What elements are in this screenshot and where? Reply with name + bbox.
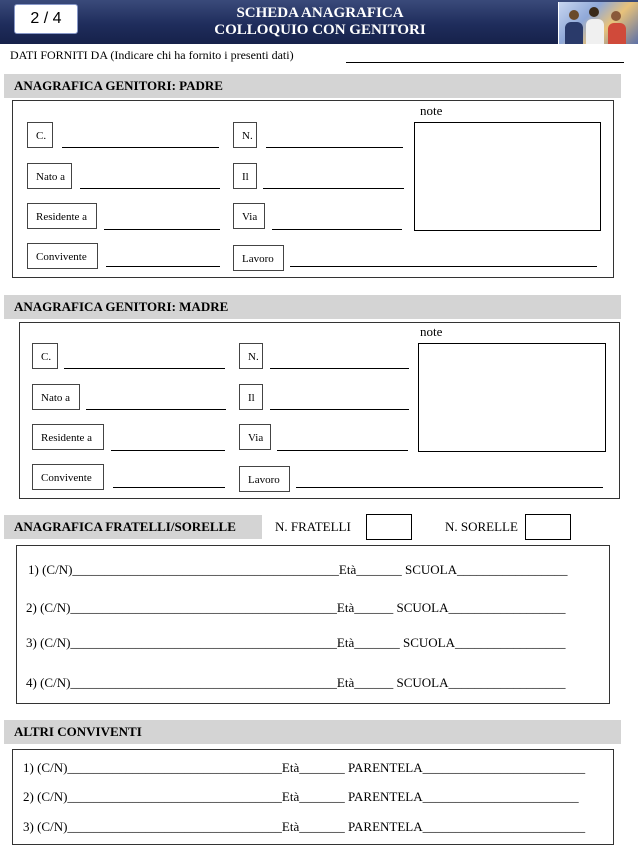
label-nato-a-madre: Nato a — [32, 384, 80, 410]
field-nato-a-madre[interactable] — [86, 409, 226, 410]
field-nato-a-padre[interactable] — [80, 188, 220, 189]
field-nome-padre[interactable] — [266, 147, 403, 148]
field-il-madre[interactable] — [270, 409, 409, 410]
label-residente-padre: Residente a — [27, 203, 97, 229]
section-title-madre: ANAGRAFICA GENITORI: MADRE — [4, 295, 621, 319]
label-il-padre: Il — [233, 163, 257, 189]
note-box-padre[interactable] — [414, 122, 601, 231]
provided-by-label: DATI FORNITI DA (Indicare chi ha fornito i presenti dati) — [10, 48, 294, 62]
field-nome-madre[interactable] — [270, 368, 409, 369]
label-via-madre: Via — [239, 424, 271, 450]
fratello-row-3[interactable]: 3) (C/N)_________________________________________Età_______ SCUOLA_________________ — [26, 635, 566, 650]
label-convivente-padre: Convivente — [27, 243, 98, 269]
label-nome-madre: N. — [239, 343, 263, 369]
label-residente-madre: Residente a — [32, 424, 104, 450]
label-lavoro-madre: Lavoro — [239, 466, 290, 492]
field-via-madre[interactable] — [277, 450, 408, 451]
field-n-sorelle[interactable] — [525, 514, 571, 540]
note-label-padre: note — [420, 103, 443, 118]
field-convivente-padre[interactable] — [106, 266, 220, 267]
field-lavoro-padre[interactable] — [290, 266, 597, 267]
header-photo — [558, 2, 638, 44]
document-title — [190, 5, 450, 39]
note-box-madre[interactable] — [418, 343, 606, 452]
section-title-padre: ANAGRAFICA GENITORI: PADRE — [4, 74, 621, 98]
convivente-row-3[interactable]: 3) (C/N)_________________________________Età_______ PARENTELA_________________________ — [23, 819, 586, 834]
label-n-fratelli: N. FRATELLI — [275, 519, 351, 534]
label-nato-a-padre: Nato a — [27, 163, 72, 189]
label-cognome-padre: C. — [27, 122, 53, 148]
note-label-madre: note — [420, 324, 443, 339]
field-via-padre[interactable] — [272, 229, 402, 230]
field-il-padre[interactable] — [263, 188, 404, 189]
section-title-fratelli: ANAGRAFICA FRATELLI/SORELLE — [4, 515, 262, 539]
field-cognome-padre[interactable] — [62, 147, 219, 148]
field-n-fratelli[interactable] — [366, 514, 412, 540]
label-cognome-madre: C. — [32, 343, 58, 369]
convivente-row-1[interactable]: 1) (C/N)_________________________________Età_______ PARENTELA_________________________ — [23, 760, 586, 775]
label-n-sorelle: N. SORELLE — [445, 519, 518, 534]
fratello-row-1[interactable]: 1) (C/N)_________________________________________Età_______ SCUOLA_________________ — [28, 562, 568, 577]
field-residente-madre[interactable] — [111, 450, 225, 451]
convivente-row-2[interactable]: 2) (C/N)_________________________________Età_______ PARENTELA________________________ — [23, 789, 579, 804]
field-residente-padre[interactable] — [104, 229, 220, 230]
title-line-1: SCHEDA ANAGRAFICA — [236, 5, 404, 21]
title-line-2: COLLOQUIO CON GENITORI — [214, 22, 426, 38]
provided-by-field[interactable] — [346, 62, 624, 63]
label-via-padre: Via — [233, 203, 265, 229]
field-lavoro-madre[interactable] — [296, 487, 603, 488]
label-convivente-madre: Convivente — [32, 464, 104, 490]
field-convivente-madre[interactable] — [113, 487, 225, 488]
page-indicator: 2 / 4 — [14, 4, 78, 34]
label-il-madre: Il — [239, 384, 263, 410]
label-lavoro-padre: Lavoro — [233, 245, 284, 271]
fratello-row-2[interactable]: 2) (C/N)_________________________________________Età______ SCUOLA__________________ — [26, 600, 566, 615]
label-nome-padre: N. — [233, 122, 257, 148]
field-cognome-madre[interactable] — [64, 368, 225, 369]
fratello-row-4[interactable]: 4) (C/N)_________________________________________Età______ SCUOLA__________________ — [26, 675, 566, 690]
section-title-conviventi: ALTRI CONVIVENTI — [4, 720, 621, 744]
